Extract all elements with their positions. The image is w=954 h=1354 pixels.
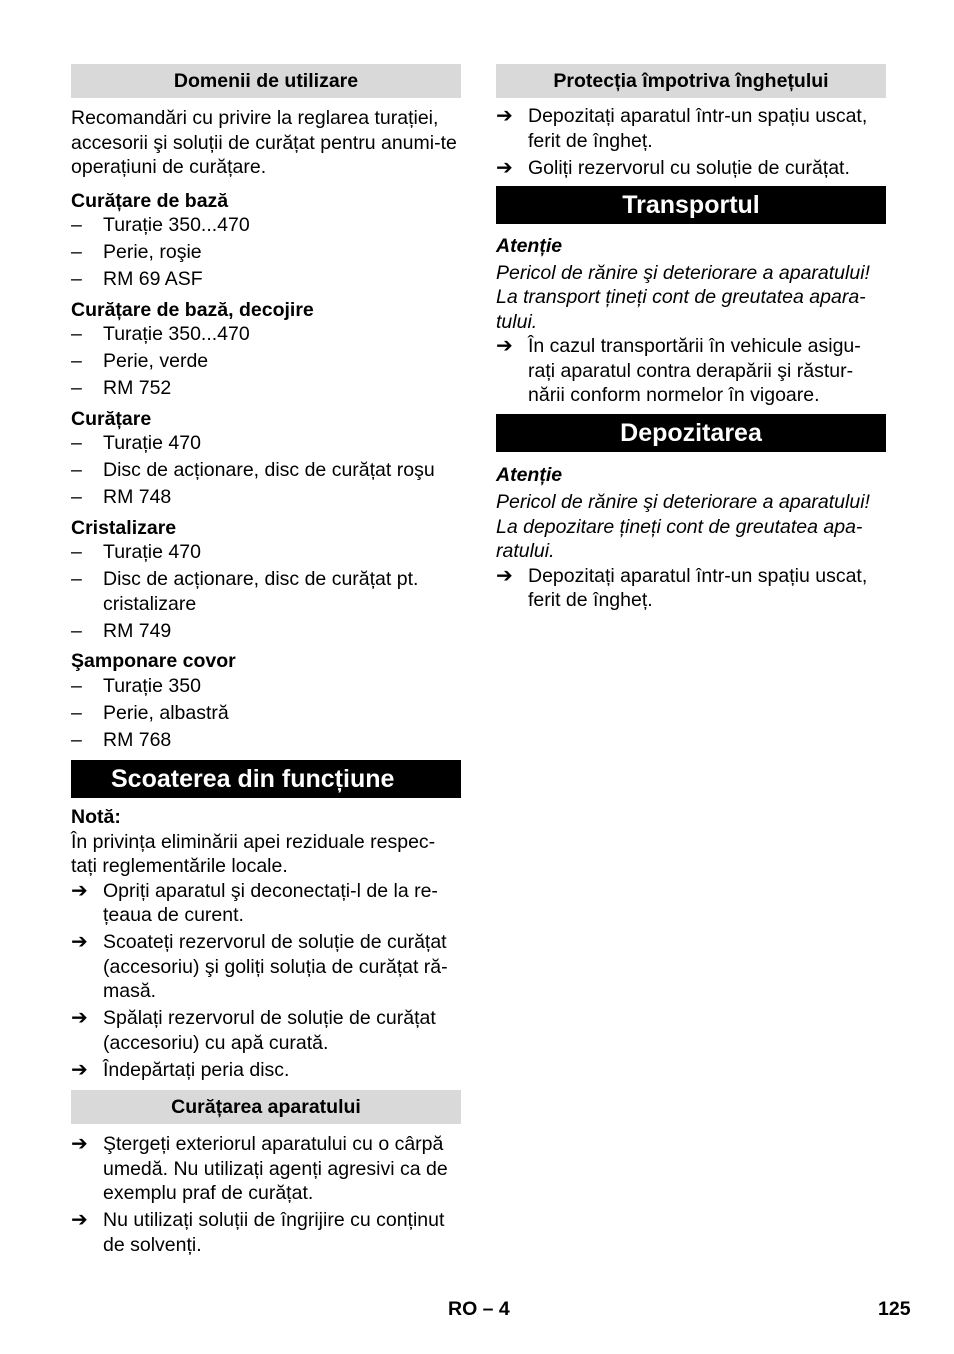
usage-heading: Domenii de utilizare [71,64,461,98]
cleaning-heading: Curățarea aparatului [71,1090,461,1124]
list-item: ➔ Depozitați aparatul într-un spațiu uscat, ferit de îngheț. [496,564,868,611]
list-item: – RM 768 [71,728,172,751]
note-text: În privința eliminării apei reziduale respec-tați reglementările locale. [71,830,436,877]
dash-icon: – [71,568,82,590]
frost-heading: Protecția împotriva înghețului [496,64,886,98]
arrow-right-icon: ➔ [71,931,88,953]
list-item: – Turație 470 [71,541,201,563]
list-item: – Perie, roşie [71,241,202,263]
list-item: ➔ Goliți rezervorul cu soluție de curățat. [496,156,850,179]
list-item: – RM 69 ASF [71,268,203,290]
arrow-right-icon: ➔ [496,564,513,587]
list-item: – Turație 350 [71,674,201,697]
usage-group [71,298,461,401]
arrow-right-icon: ➔ [496,105,513,127]
group-title: Curățare de bază [71,189,229,212]
usage-group [71,649,461,752]
list-item: – Perie, albastră [71,701,229,724]
group-list [71,540,461,643]
list-item: – RM 749 [71,619,172,642]
left-column [71,64,461,1260]
dash-icon: – [71,241,82,263]
group-list [71,674,461,753]
arrow-right-icon: ➔ [71,1209,88,1231]
usage-group [71,516,461,644]
list-item: ➔ Opriți aparatul şi deconectați-l de la re-țeaua de curent. [71,879,438,926]
frost-steps [496,104,886,180]
arrow-right-icon: ➔ [496,335,513,357]
list-item: ➔ Depozitați aparatul într-un spațiu uscat, ferit de îngheț. [496,105,868,152]
dash-icon: – [71,214,82,236]
usage-intro: Recomandări cu privire la reglarea turației, accesorii şi soluții de curățat pentru anumi-te operațiuni de curățare. [71,107,457,178]
shutdown-heading: Scoaterea din funcțiune [71,760,461,798]
group-list [71,322,461,401]
shutdown-steps [71,879,461,1083]
dash-icon: – [71,432,82,454]
caution-label: Atenție [496,235,563,257]
usage-group [71,407,461,510]
list-item: ➔ Ştergeți exteriorul aparatului cu o cârpă umedă. Nu utilizați agenți agresivi ca de exemplu praf de curățat. [71,1133,448,1204]
arrow-right-icon: ➔ [71,1133,88,1155]
group-title: Curățare de bază, decojire [71,298,314,321]
dash-icon: – [71,619,82,642]
dash-icon: – [71,268,82,290]
list-item: ➔ Scoateți rezervorul de soluție de curățat (accesoriu) şi goliți soluția de curățat ră-masă. [71,931,448,1002]
storage-heading: Depozitarea [496,414,886,452]
arrow-right-icon: ➔ [71,1058,88,1081]
storage-steps [496,564,886,613]
list-item: ➔ Îndepărtați peria disc. [71,1058,290,1081]
dash-icon: – [71,486,82,508]
list-item: – RM 748 [71,486,172,508]
list-item: – Turație 470 [71,432,201,454]
list-item: – Disc de acționare, disc de curățat roşu [71,459,435,481]
group-list [71,213,461,292]
dash-icon: – [71,728,82,751]
dash-icon: – [71,350,82,372]
footer-section-label: RO – 4 [448,1298,510,1320]
page-number: 125 [878,1298,911,1320]
dash-icon: – [71,674,82,697]
arrow-right-icon: ➔ [71,879,88,902]
note-label: Notă: [71,806,121,828]
list-item: – Disc de acționare, disc de curățat pt. cristalizare [71,568,419,615]
group-list [71,431,461,510]
group-title: Şamponare covor [71,650,236,672]
caution-text: Pericol de rănire şi deteriorare a aparatului! La transport țineți cont de greutatea apara-tului. [496,261,870,333]
transport-heading: Transportul [496,186,886,224]
list-item: – RM 752 [71,377,172,399]
cleaning-steps [71,1132,461,1257]
right-column [496,64,886,615]
list-item: ➔ În cazul transportării în vehicule asigu-rați aparatul contra derapării şi răstur-nării conform normelor în vigoare. [496,335,861,406]
caution-text: Pericol de rănire şi deteriorare a aparatului! La depozitare țineți cont de greutatea apa-ratului. [496,491,870,562]
arrow-right-icon: ➔ [71,1007,88,1029]
group-title: Cristalizare [71,516,177,539]
list-item: ➔ Spălați rezervorul de soluție de curățat (accesoriu) cu apă curată. [71,1007,436,1054]
caution-label: Atenție [496,463,563,486]
transport-steps [496,334,886,408]
list-item: – Perie, verde [71,350,209,372]
arrow-right-icon: ➔ [496,156,513,179]
group-title: Curățare [71,407,152,430]
dash-icon: – [71,323,82,345]
dash-icon: – [71,541,82,563]
usage-group [71,189,461,292]
list-item: – Turație 350...470 [71,214,250,236]
dash-icon: – [71,701,82,724]
list-item: – Turație 350...470 [71,323,250,345]
list-item: ➔ Nu utilizați soluții de îngrijire cu conținut de solvenți. [71,1209,445,1256]
dash-icon: – [71,459,82,481]
dash-icon: – [71,377,82,399]
